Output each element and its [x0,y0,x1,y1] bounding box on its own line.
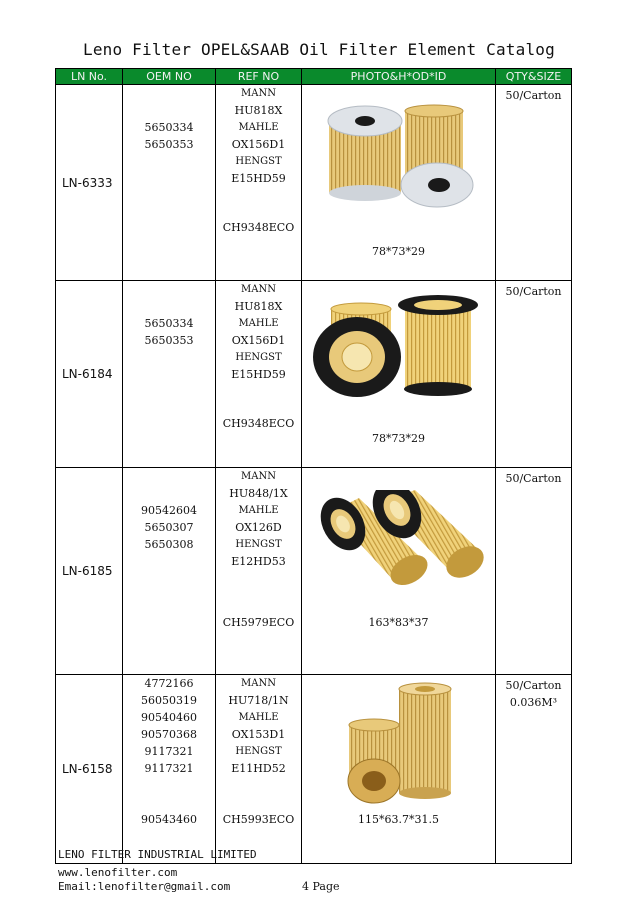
header-ln-no: LN No. [56,69,123,85]
dimensions: 115*63.7*31.5 [358,813,439,826]
qty-cell [496,675,572,864]
qty-per-carton: 50/Carton [505,679,562,692]
qty-per-carton: 50/Carton [505,285,562,298]
oem-number: 4772166 [144,677,194,690]
ref-cell [216,468,302,675]
table-header-row [56,69,572,85]
ref-brand: MAHLE [238,712,279,723]
table-row [56,85,572,281]
filter-image-plain [339,681,459,805]
ref-brand: HENGST [235,352,282,363]
ref-number: CH9348ECO [222,417,295,430]
oem-number: 5650353 [144,334,194,347]
oem-number: 5650353 [144,138,194,151]
header-photo: PHOTO&H*OD*ID [302,69,496,85]
ref-number: E15HD59 [231,368,286,381]
oem-number: 90542604 [141,504,197,517]
ref-brand: HENGST [235,156,282,167]
ref-number: OX126D [235,521,282,534]
ln-number: LN-6333 [56,85,123,281]
ln-number: LN-6184 [56,281,123,468]
dimensions: 78*73*29 [372,245,425,258]
ref-number: E12HD53 [231,555,286,568]
ref-brand: MAHLE [238,505,279,516]
qty-cell [496,281,572,468]
oem-number: 9117321 [144,745,194,758]
ref-brand: HENGST [235,539,282,550]
dimensions: 78*73*29 [372,432,425,445]
ln-number: LN-6158 [56,675,123,864]
table-row [56,468,572,675]
oem-number: 9117321 [144,762,194,775]
qty-cell [496,85,572,281]
oem-number: 5650334 [144,121,194,134]
photo-cell [302,675,496,864]
ref-number: HU818X [234,104,283,117]
ref-number: CH9348ECO [222,221,295,234]
footer-company: LENO FILTER INDUSTRIAL LIMITED [58,848,257,861]
ref-number: HU718/1N [228,694,289,707]
ref-number: CH5993ECO [222,813,295,826]
ref-brand: HENGST [235,746,282,757]
table-row [56,675,572,864]
ref-cell [216,675,302,864]
oem-cell [123,468,216,675]
oem-number: 56050319 [141,694,197,707]
ref-brand: MAHLE [238,122,279,133]
filter-image-long-black-caps [311,490,487,594]
photo-cell [302,85,496,281]
filter-image-black-caps [311,295,487,407]
ref-brand: MANN [241,284,276,295]
header-ref-no: REF NO [216,69,302,85]
qty-volume: 0.036M³ [509,696,558,709]
header-oem-no: OEM NO [123,69,216,85]
ref-number: OX153D1 [231,728,286,741]
oem-number: 5650308 [144,538,194,551]
footer-website: www.lenofilter.com [58,866,178,879]
ref-number: HU818X [234,300,283,313]
qty-per-carton: 50/Carton [505,89,562,102]
qty-cell [496,468,572,675]
filter-image-white-caps [319,103,479,213]
ref-number: OX156D1 [231,138,286,151]
page-number: 4 Page [302,880,340,893]
ref-number: CH5979ECO [222,616,295,629]
ref-brand: MANN [241,471,276,482]
oem-number: 90570368 [141,728,197,741]
table-row [56,281,572,468]
dimensions: 163*83*37 [368,616,429,629]
ln-number: LN-6185 [56,468,123,675]
ref-brand: MANN [241,88,276,99]
qty-per-carton: 50/Carton [505,472,562,485]
ref-number: E11HD52 [231,762,286,775]
photo-cell [302,468,496,675]
oem-cell [123,85,216,281]
oem-number: 5650334 [144,317,194,330]
oem-number: 90540460 [141,711,197,724]
ref-number: E15HD59 [231,172,286,185]
oem-cell [123,675,216,864]
oem-number: 5650307 [144,521,194,534]
ref-cell [216,281,302,468]
ref-brand: MAHLE [238,318,279,329]
oem-number: 90543460 [141,813,197,826]
ref-brand: MANN [241,678,276,689]
ref-cell [216,85,302,281]
page-title: Leno Filter OPEL&SAAB Oil Filter Element Catalog [83,40,555,59]
ref-number: OX156D1 [231,334,286,347]
photo-cell [302,281,496,468]
oem-cell [123,281,216,468]
ref-number: HU848/1X [229,487,288,500]
footer-email: Email:lenofilter@gmail.com [58,880,231,893]
catalog-table [55,68,572,864]
header-qty-size: QTY&SIZE [496,69,572,85]
